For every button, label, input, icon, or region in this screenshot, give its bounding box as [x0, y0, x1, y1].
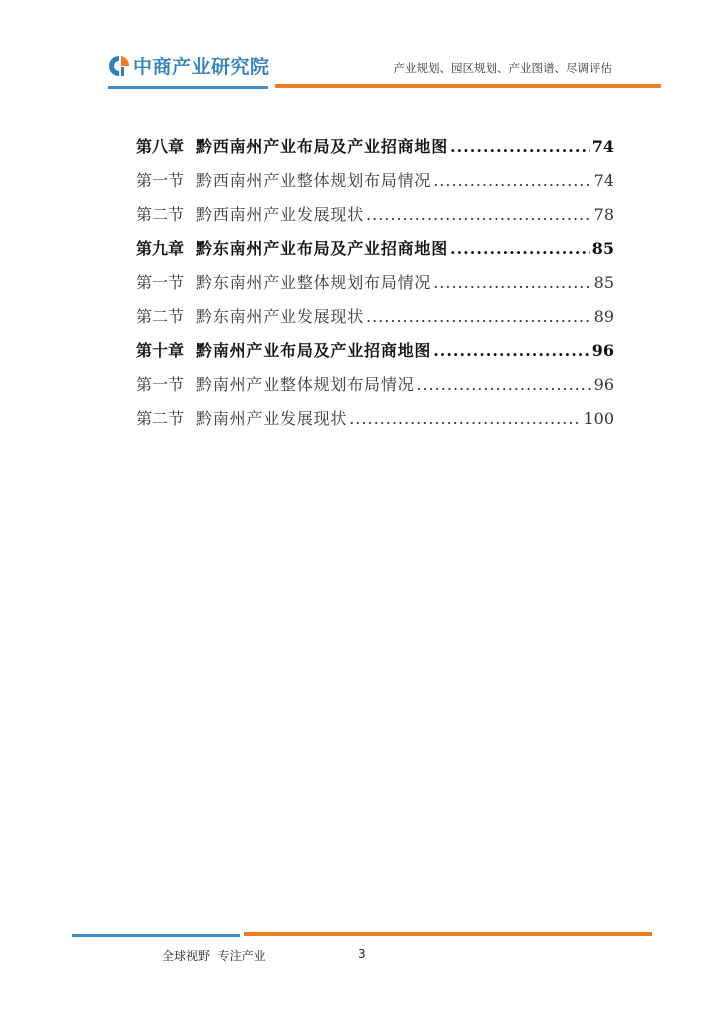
table-of-contents [136, 134, 614, 440]
toc-entry-title: 黔西南州产业布局及产业招商地图 [196, 137, 449, 156]
toc-leader-dots [433, 171, 591, 190]
toc-entry-number: 第八章 [136, 137, 185, 156]
toc-section-9-2[interactable] [136, 304, 614, 338]
logo-text: 中商产业研究院 [133, 56, 270, 78]
toc-entry-page: 89 [593, 307, 614, 326]
toc-leader-dots [433, 273, 591, 292]
toc-entry-title: 黔南州产业发展现状 [196, 409, 348, 428]
toc-entry-page: 85 [593, 273, 614, 292]
toc-leader-dots [433, 341, 590, 360]
logo-icon [108, 55, 130, 77]
toc-entry-page: 100 [583, 409, 614, 428]
page-number: 3 [358, 947, 366, 961]
toc-entry-page: 74 [591, 137, 614, 156]
toc-entry-page: 96 [591, 341, 614, 360]
toc-entry-title: 黔东南州产业发展现状 [196, 307, 365, 326]
toc-entry-title: 黔西南州产业整体规划布局情况 [196, 171, 432, 190]
toc-section-9-1[interactable] [136, 270, 614, 304]
toc-entry-title: 黔东南州产业布局及产业招商地图 [196, 239, 449, 258]
header-tagline: 产业规划、园区规划、产业图谱、尽调评估 [393, 61, 612, 75]
logo [108, 52, 270, 79]
toc-section-10-1[interactable] [136, 372, 614, 406]
header-divider-orange [275, 84, 661, 88]
toc-entry-title: 黔东南州产业整体规划布局情况 [196, 273, 432, 292]
toc-section-8-1[interactable] [136, 168, 614, 202]
toc-entry-number: 第一节 [136, 273, 185, 292]
toc-leader-dots [349, 409, 581, 428]
toc-entry-page: 96 [593, 375, 614, 394]
toc-entry-number: 第九章 [136, 239, 185, 258]
toc-leader-dots [416, 375, 591, 394]
toc-entry-page: 74 [593, 171, 614, 190]
toc-entry-page: 85 [591, 239, 614, 258]
toc-chapter-10[interactable] [136, 338, 614, 372]
toc-section-8-2[interactable] [136, 202, 614, 236]
toc-entry-title: 黔南州产业布局及产业招商地图 [196, 341, 432, 360]
toc-chapter-9[interactable] [136, 236, 614, 270]
footer-divider-blue [72, 934, 240, 937]
toc-section-10-2[interactable] [136, 406, 614, 440]
toc-leader-dots [450, 239, 590, 258]
toc-entry-number: 第十章 [136, 341, 185, 360]
toc-entry-number: 第一节 [136, 375, 185, 394]
toc-entry-number: 第二节 [136, 409, 185, 428]
footer-slogan: 全球视野 专注产业 [162, 949, 266, 963]
toc-entry-number: 第二节 [136, 307, 185, 326]
footer-divider-orange [244, 932, 652, 936]
toc-entry-title: 黔南州产业整体规划布局情况 [196, 375, 415, 394]
toc-leader-dots [366, 205, 592, 224]
header-divider-blue [108, 86, 268, 89]
toc-entry-number: 第一节 [136, 171, 185, 190]
toc-entry-page: 78 [593, 205, 614, 224]
page-header [0, 0, 724, 100]
toc-leader-dots [366, 307, 592, 326]
toc-entry-number: 第二节 [136, 205, 185, 224]
toc-leader-dots [450, 137, 590, 156]
toc-chapter-8[interactable] [136, 134, 614, 168]
toc-entry-title: 黔西南州产业发展现状 [196, 205, 365, 224]
